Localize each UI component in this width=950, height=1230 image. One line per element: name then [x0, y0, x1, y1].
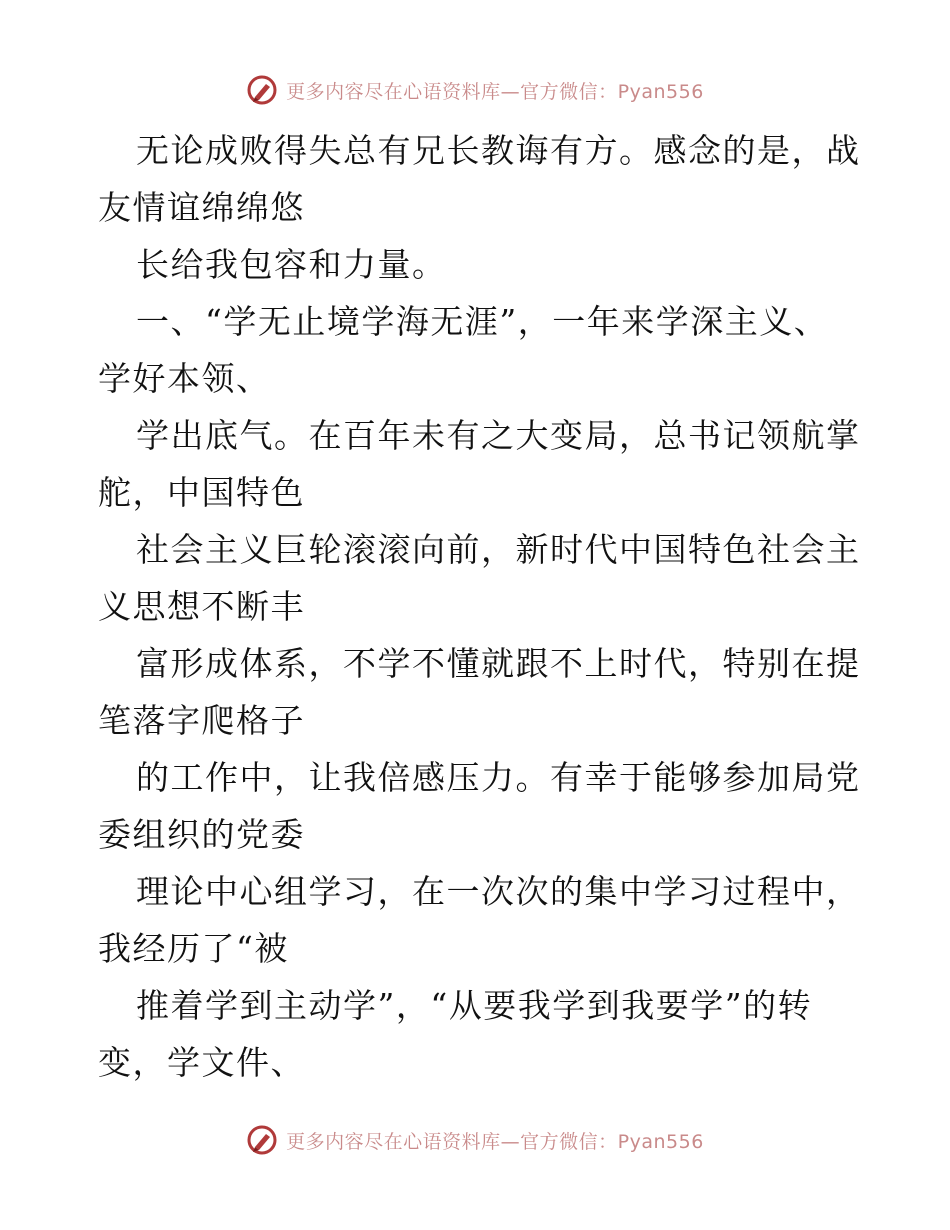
text-line: 义思想不断丰 — [98, 587, 305, 626]
text-line: 一、“学无止境学海无涯”，一年来学深主义、 — [136, 302, 829, 341]
text-line: 的工作中，让我倍感压力。有幸于能够参加局党 — [136, 758, 861, 797]
text-line: 社会主义巨轮滚滚向前，新时代中国特色社会主 — [136, 530, 861, 569]
text-line: 无论成败得失总有兄长教诲有方。感念的是，战 — [136, 131, 861, 170]
text-line: 变，学文件、 — [98, 1043, 305, 1082]
footer-watermark — [0, 1120, 950, 1160]
text-line: 舵，中国特色 — [98, 473, 305, 512]
watermark-text: 更多内容尽在心语资料库—官方微信：Pyan556 — [286, 1130, 704, 1153]
text-line: 友情谊绵绵悠 — [98, 188, 305, 227]
text-line: 学出底气。在百年未有之大变局，总书记领航掌 — [136, 416, 861, 455]
text-line: 富形成体系，不学不懂就跟不上时代，特别在提 — [136, 644, 861, 683]
text-line: 长给我包容和力量。 — [136, 245, 447, 284]
text-line: 委组织的党委 — [98, 815, 305, 854]
text-line: 我经历了“被 — [98, 929, 289, 968]
pen-logo-icon — [246, 74, 278, 106]
text-line: 笔落字爬格子 — [98, 701, 305, 740]
watermark-text: 更多内容尽在心语资料库—官方微信：Pyan556 — [286, 80, 704, 103]
text-line: 学好本领、 — [98, 359, 271, 398]
text-line: 推着学到主动学”，“从要我学到我要学”的转 — [136, 986, 813, 1025]
text-line: 理论中心组学习，在一次次的集中学习过程中， — [136, 872, 861, 911]
document-body — [98, 122, 861, 1091]
pen-logo-icon — [246, 1124, 278, 1156]
header-watermark — [0, 70, 950, 110]
